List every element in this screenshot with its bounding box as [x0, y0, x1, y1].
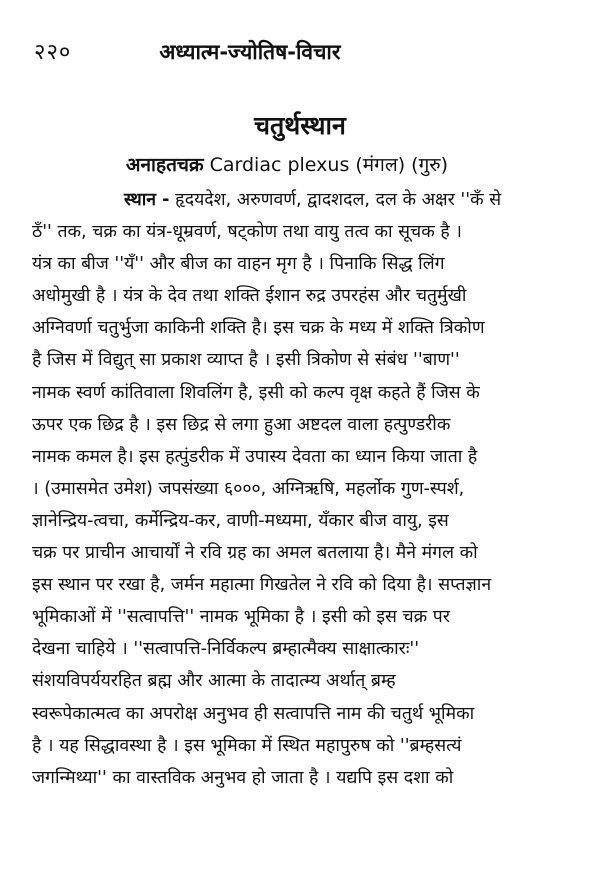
- text-line: नामक स्वर्ण कांतिवाला शिवलिंग है, इसी को कल्प वृक्ष कहते हैं जिस के: [32, 382, 480, 403]
- lead-label: स्थान -: [124, 190, 170, 210]
- text-line: अधोमुखी है । यंत्र के देव तथा शक्ति ईशान रुद्र उपरहंस और चतुर्मुखी: [32, 286, 467, 307]
- text-line: देखना चाहिये । ''सत्वापत्ति-निर्विकल्प ब्रम्हात्मैक्य साक्षात्कारः'': [32, 639, 420, 660]
- page-header: [34, 36, 578, 66]
- text-line: स्वरूपेकात्मत्व का अपरोक्ष अनुभव ही सत्वापत्ति नाम की चतुर्थ भूमिका: [32, 703, 475, 724]
- text-line: नामक कमल है। इस हत्पुंडरीक में उपास्य देवता का ध्यान किया जाता है: [32, 446, 478, 467]
- text-line: अग्निवर्णा चतुर्भुजा काकिनी शक्ति है। इस चक्र के मध्य में शक्ति त्रिकोण: [32, 318, 485, 339]
- text-line: ऊपर एक छिद्र है । इस छिद्र से लगा हुआ अष्टदल वाला हत्पुण्डरीक: [32, 414, 451, 435]
- text-line: ठँ'' तक, चक्र का यंत्र-धूम्रवर्ण, षट्कोण तथा वायु तत्व का सूचक है ।: [32, 222, 462, 243]
- text-line: ज्ञानेन्द्रिय-त्वचा, कर्मेन्द्रिय-कर, वाणी-मध्यमा, यँकार बीज वायु, इस: [32, 510, 449, 531]
- text-line: संशयविपर्ययरहित ब्रह्म और आत्मा के तादात्म्य अर्थात् ब्रम्ह: [32, 671, 396, 692]
- page-number: २२०: [34, 40, 72, 65]
- body-text: [32, 184, 572, 794]
- section-title: चतुर्थस्थान: [254, 111, 346, 140]
- text-line: भूमिकाओं में ''सत्वापत्ति'' नामक भूमिका है । इसी को इस चक्र पर: [32, 607, 450, 628]
- text-line: है जिस में विद्युत् सा प्रकाश व्याप्त है । इसी त्रिकोण से संबंध ''बाण'': [32, 350, 460, 371]
- text-line: यंत्र का बीज ''यँ'' और बीज का वाहन मृग है । पिनाकि सिद्ध लिंग: [32, 254, 445, 275]
- text-line: इस स्थान पर रखा है, जर्मन महात्मा गिखतेल ने रवि को दिया है। सप्तज्ञान: [32, 575, 492, 596]
- text-line: चक्र पर प्राचीन आचार्यों ने रवि ग्रह का अमल बतलाया है। मैने मंगल को: [32, 543, 478, 564]
- text-line: है । यह सिद्धावस्था है । इस भूमिका में स्थित महापुरुष को ''ब्रम्हसत्यं: [32, 735, 462, 756]
- chakra-details: Cardiac plexus (मंगल) (गुरु): [203, 154, 449, 176]
- chakra-name: अनाहतचक्र: [126, 154, 204, 176]
- chakra-subheading: [126, 151, 448, 177]
- text-line: स्थान - हृदयदेश, अरुणवर्ण, द्वादशदल, दल के अक्षर ''कँ से: [124, 190, 502, 210]
- running-title: अध्यात्म-ज्योतिष-विचार: [159, 40, 341, 64]
- text-line: । (उमासमेत उमेश) जपसंख्या ६०००, अग्निऋषि, महर्लोक गुण-स्पर्श,: [32, 478, 465, 499]
- text-line: जगन्मिथ्या'' का वास्तविक अनुभव हो जाता है । यद्यपि इस दशा को: [32, 767, 454, 788]
